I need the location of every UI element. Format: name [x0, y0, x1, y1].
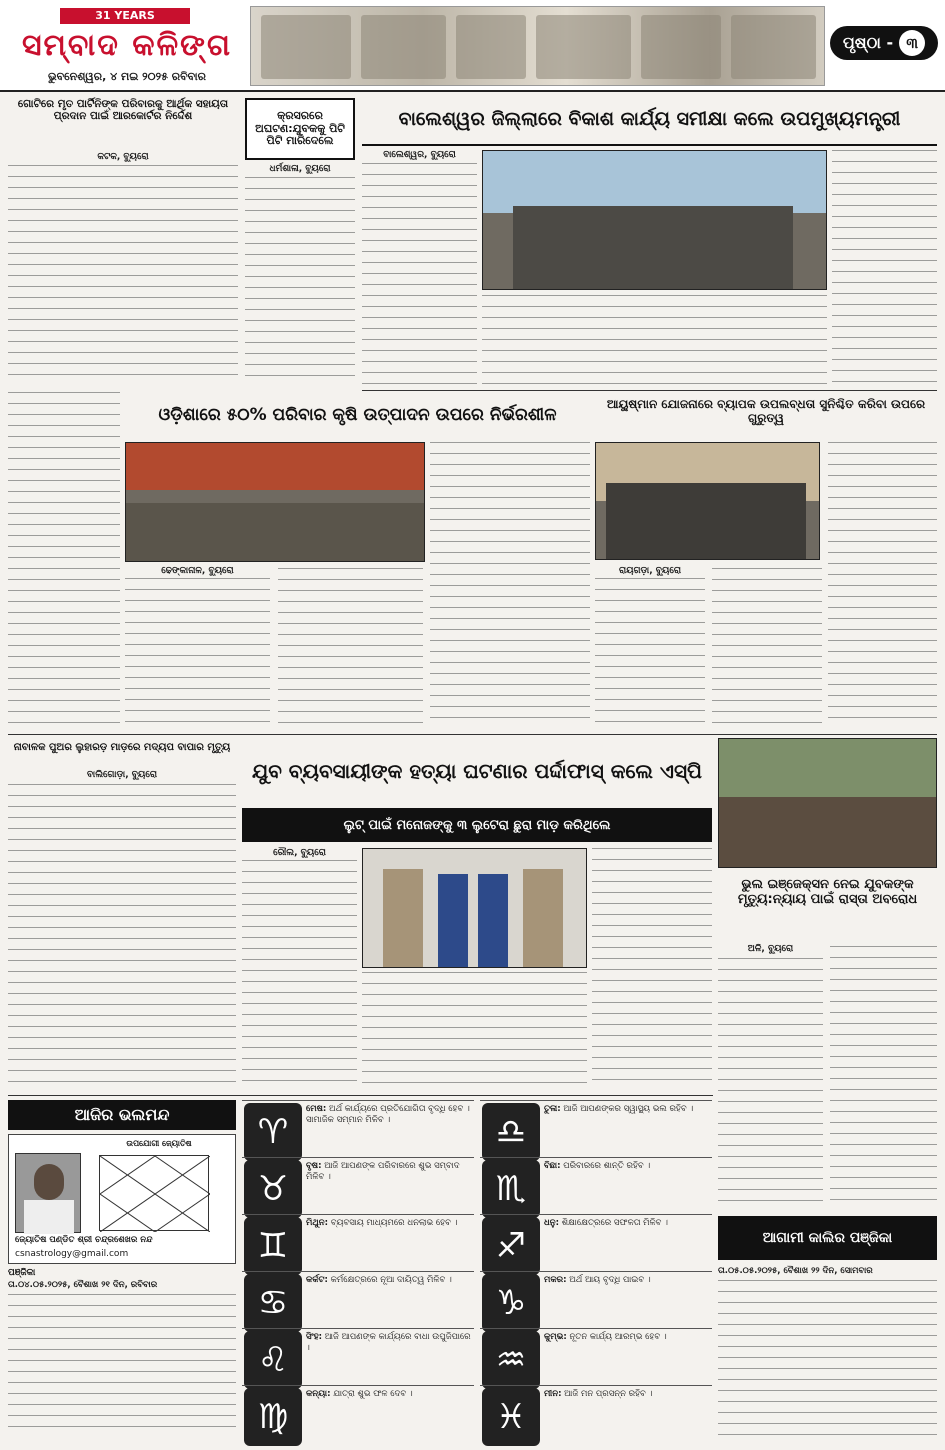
story-4-body-col3: [430, 442, 590, 728]
sign-name: ମିଥୁନ:: [306, 1218, 328, 1228]
story-2-body: [245, 177, 355, 382]
capricorn-icon: ♑: [482, 1274, 540, 1332]
aquarius-icon: ♒: [482, 1331, 540, 1389]
story-3-body-col1: [362, 163, 477, 385]
leo-icon: ♌: [244, 1331, 302, 1389]
sign-name: ମେଷ:: [306, 1104, 327, 1114]
story-3-photo: [482, 150, 827, 290]
sign-text: ଆଜି ଆପଣଙ୍କର ସ୍ୱାସ୍ଥ୍ୟ ଭଲ ରହିବ ।: [563, 1104, 694, 1114]
sign-name: ଧନୁ:: [544, 1218, 560, 1228]
sign-text: ଆଜି ମନ ପ୍ରସନ୍ନ ରହିବ ।: [564, 1389, 653, 1399]
story-7-byline: ରୌଲ, ବ୍ୟୁରୋ: [273, 848, 326, 858]
sign-text: ଶିକ୍ଷାକ୍ଷେତ୍ରରେ ସଫଳତା ମିଳିବ ।: [561, 1218, 669, 1228]
story-2-headline: କ୍ରସରରେ ଅଘଟଣ:ଯୁବକକୁ ପିଟି ପିଟି ମାରିଦେଲେ: [255, 109, 345, 148]
story-5-headline: ଆୟୁଷ୍ମାନ ଯୋଜନାରେ ବ୍ୟାପକ ଉପଲବ୍ଧତା ସୁନିଶ୍ଚିତ କରିବା ଉପରେ ଗୁରୁତ୍ୱ: [606, 397, 926, 425]
panjika-today: [8, 1268, 236, 1444]
pisces-icon: ♓: [482, 1388, 540, 1446]
story-3-headline-box: [362, 98, 937, 146]
story-6-headline-box: [8, 738, 236, 768]
astrologer-label: ଉପଯୋଗୀ ଜ୍ୟୋତିଷ: [126, 1139, 192, 1148]
story-1-body-continued: [8, 392, 120, 728]
story-5-byline: ରାୟଗଡ଼ା, ବ୍ୟୁରୋ: [619, 566, 681, 576]
aries-icon: ♈: [244, 1103, 302, 1161]
story-4-headline-box: [125, 392, 590, 438]
newspaper-logo: ସମ୍ବାଦ କଳିଙ୍ଗ: [21, 28, 233, 63]
zodiac-grid: [242, 1100, 712, 1444]
zodiac-item-gemini: [242, 1214, 474, 1271]
zodiac-item-cancer: [242, 1271, 474, 1328]
scorpio-icon: ♏: [482, 1160, 540, 1218]
dateline: ଭୁବନେଶ୍ୱର, ୪ ମଇ ୨୦୨୫ ରବିବାର: [48, 70, 206, 83]
story-4-body-col1: [125, 578, 270, 728]
gemini-icon: ♊: [244, 1217, 302, 1275]
astrologer-card: [8, 1134, 236, 1264]
taurus-icon: ♉: [244, 1160, 302, 1218]
panjika-tomorrow: [718, 1266, 937, 1444]
story-7-body-col1: [242, 860, 357, 1090]
story-8-body-col2: [830, 946, 937, 1208]
zodiac-item-taurus: [242, 1157, 474, 1214]
zodiac-item-libra: [480, 1100, 712, 1157]
sign-text: ଅର୍ଥ ଆୟ ବୃଦ୍ଧି ପାଇବ ।: [569, 1275, 651, 1285]
sagittarius-icon: ♐: [482, 1217, 540, 1275]
story-5-body-col2: [712, 568, 822, 728]
zodiac-item-virgo: [242, 1385, 474, 1442]
story-7-photo: [362, 848, 587, 968]
story-7-subhead: ଲୁଟ୍ ପାଇଁ ମନୋଜଙ୍କୁ ୩ ଲୁଟେରା ଛୁରା ମାଡ଼ କରିଥିଲେ: [242, 808, 712, 842]
zodiac-item-pisces: [480, 1385, 712, 1442]
sign-text: ପରିବାରରେ ଶାନ୍ତି ରହିବ ।: [563, 1161, 651, 1171]
story-5-headline-box: [595, 392, 937, 438]
masthead-banner-image: [250, 6, 825, 86]
story-7-body-col2: [362, 972, 587, 1090]
story-5-body-col3: [828, 442, 937, 728]
story-3-byline: ବାଲେଶ୍ୱର, ବ୍ୟୁରୋ: [383, 150, 456, 160]
sign-name: ମକର:: [544, 1275, 567, 1285]
zodiac-item-aquarius: [480, 1328, 712, 1385]
panjika-tomorrow-title: ଆଗାମୀ କାଲିର ପଞ୍ଜିକା: [718, 1216, 937, 1260]
virgo-icon: ♍: [244, 1388, 302, 1446]
sign-name: ବୃଷ:: [306, 1161, 322, 1171]
sign-text: ବ୍ୟବସାୟ ମାଧ୍ୟମରେ ଧନଲାଭ ହେବ ।: [330, 1218, 458, 1228]
story-2-headline-box: [245, 98, 355, 160]
story-1-headline-box: [8, 98, 238, 150]
page-number-tag: [830, 26, 938, 60]
libra-icon: ♎: [482, 1103, 540, 1161]
sign-name: ବିଛା:: [544, 1161, 561, 1171]
sign-text: ନୂତନ କାର୍ଯ୍ୟ ଆରମ୍ଭ ହେବ ।: [569, 1332, 667, 1342]
sign-text: ଆଜି ଆପଣଙ୍କ ପରିବାରରେ ଶୁଭ ସମ୍ବାଦ ମିଳିବ ।: [306, 1161, 460, 1182]
panjika-tomorrow-body: [718, 1280, 937, 1440]
story-8-photo: [718, 738, 937, 868]
panjika-today-title: ପଞ୍ଜିକା: [8, 1268, 36, 1278]
story-2-byline: ଧର୍ମଶାଳା, ବ୍ୟୁରୋ: [269, 164, 331, 174]
story-4-photo: [125, 442, 425, 562]
page-label: ପୃଷ୍ଠା -: [842, 33, 894, 52]
page-number: ୩: [899, 30, 925, 56]
panjika-tomorrow-date: ତା.୦୫.୦୫.୨୦୨୫, ବୈଶାଖ ୨୨ ଦିନ, ସୋମବାର: [718, 1266, 873, 1276]
story-6-byline: ବାଲିଗୋଡ଼ା, ବ୍ୟୁରୋ: [87, 770, 157, 780]
sign-name: କୁମ୍ଭ:: [544, 1332, 567, 1342]
cancer-icon: ♋: [244, 1274, 302, 1332]
kundali-grid: [100, 1156, 210, 1232]
sign-name: ତୁଳା:: [544, 1104, 561, 1114]
sign-name: ମୀନ:: [544, 1389, 562, 1399]
zodiac-item-sagittarius: [480, 1214, 712, 1271]
sign-text: କର୍ମକ୍ଷେତ୍ରରେ ନୂଆ ଦାୟିତ୍ୱ ମିଳିବ ।: [330, 1275, 452, 1285]
divider: [8, 1095, 713, 1096]
zodiac-item-aries: [242, 1100, 474, 1157]
sign-text: ଯାତ୍ରା ଶୁଭ ଫଳ ଦେବ ।: [333, 1389, 413, 1399]
masthead: [0, 0, 945, 92]
story-7-headline-box: [242, 738, 712, 804]
story-8-body-col1: [718, 958, 823, 1208]
divider: [8, 734, 937, 735]
story-3-body-col2: [482, 295, 827, 385]
story-1-byline: କଟକ, ବ୍ୟୁରୋ: [97, 152, 149, 162]
story-3-body-col3: [832, 150, 937, 385]
sign-name: କନ୍ୟା:: [306, 1389, 331, 1399]
sign-name: କର୍କଟ:: [306, 1275, 328, 1285]
zodiac-item-scorpio: [480, 1157, 712, 1214]
story-8-headline: ଭୁଲ ଇଞ୍ଜେକ୍ସନ ନେଇ ଯୁବକଙ୍କ ମୃତ୍ୟୁ:ନ୍ୟାୟ ପାଇଁ ରାସ୍ତା ଅବରୋଧ: [737, 877, 918, 907]
panjika-today-date: ତା.୦୪.୦୫.୨୦୨୫, ବୈଶାଖ ୨୧ ଦିନ, ରବିବାର: [8, 1280, 158, 1291]
story-6-headline: ନାବାଳକ ପୁଅର ଲୁହାରଡ଼ ମାଡ଼ରେ ମଦ୍ୟପ ବାପାର ମୃତ୍ୟୁ: [13, 742, 231, 753]
zodiac-item-leo: [242, 1328, 474, 1385]
story-5-photo: [595, 442, 820, 560]
sign-text: ଆଜି ଆପଣଙ୍କ କାର୍ଯ୍ୟରେ ବାଧା ଉପୁଜିପାରେ ।: [306, 1332, 471, 1353]
story-4-body-col2: [278, 568, 423, 728]
story-3-headline: ବାଲେଶ୍ୱର ଜିଲ୍ଲାରେ ବିକାଶ କାର୍ଯ୍ୟ ସମୀକ୍ଷା କଲେ ଉପମୁଖ୍ୟମନ୍ତ୍ରୀ: [398, 108, 901, 130]
story-8-headline-box: [718, 872, 937, 942]
story-7-headline: ଯୁବ ବ୍ୟବସାୟୀଙ୍କ ହତ୍ୟା ଘଟଣାର ପର୍ଦ୍ଦାଫାସ୍ କଲେ ଏସ୍‌ପି: [252, 759, 702, 783]
story-1-body: [8, 165, 238, 385]
story-6-body: [8, 784, 236, 1090]
divider: [362, 390, 937, 391]
astrologer-name: ଜ୍ୟୋତିଷ ପଣ୍ଡିତ ଶ୍ରୀ ଚନ୍ଦ୍ରଶେଖର ନନ୍ଦ: [15, 1235, 153, 1245]
story-4-byline: ଢେଙ୍କାନାଳ, ବ୍ୟୁରୋ: [161, 566, 234, 576]
story-5-body-col1: [595, 578, 705, 728]
zodiac-item-capricorn: [480, 1271, 712, 1328]
story-7-body-col3: [592, 848, 712, 1090]
sign-text: ଅର୍ଥ କାର୍ଯ୍ୟରେ ପ୍ରତିଯୋଗିତା ବୃଦ୍ଧି ହେବ । ସାମାଜିକ ସମ୍ମାନ ମିଳିବ ।: [306, 1104, 470, 1125]
years-badge: 31 YEARS: [60, 8, 190, 24]
astrologer-email: csnastrology@gmail.com: [15, 1249, 129, 1259]
astrologer-photo: [15, 1153, 81, 1233]
sign-name: ସିଂହ:: [306, 1332, 323, 1342]
horoscope-title: ଆଜିର ଭଲମନ୍ଦ: [8, 1100, 236, 1130]
story-4-headline: ଓଡ଼ିଶାରେ ୫୦% ପରିବାର କୃଷି ଉତ୍ପାଦନ ଉପରେ ନିର୍ଭରଶୀଳ: [158, 405, 557, 425]
horoscope-chart: [99, 1155, 209, 1231]
story-1-headline: ଗୋଟିରେ ମୃତ ପାର୍ଟିନିଙ୍କ ପରିବାରକୁ ଆର୍ଥିକ ସହାୟତା ପ୍ରଦାନ ପାଇଁ ଆରକୋର୍ଟର ନିର୍ଦ୍ଦେଶ: [17, 98, 229, 123]
story-8-byline: ଅଳି, ବ୍ୟୁରୋ: [747, 944, 794, 954]
panjika-today-body: [8, 1294, 236, 1434]
